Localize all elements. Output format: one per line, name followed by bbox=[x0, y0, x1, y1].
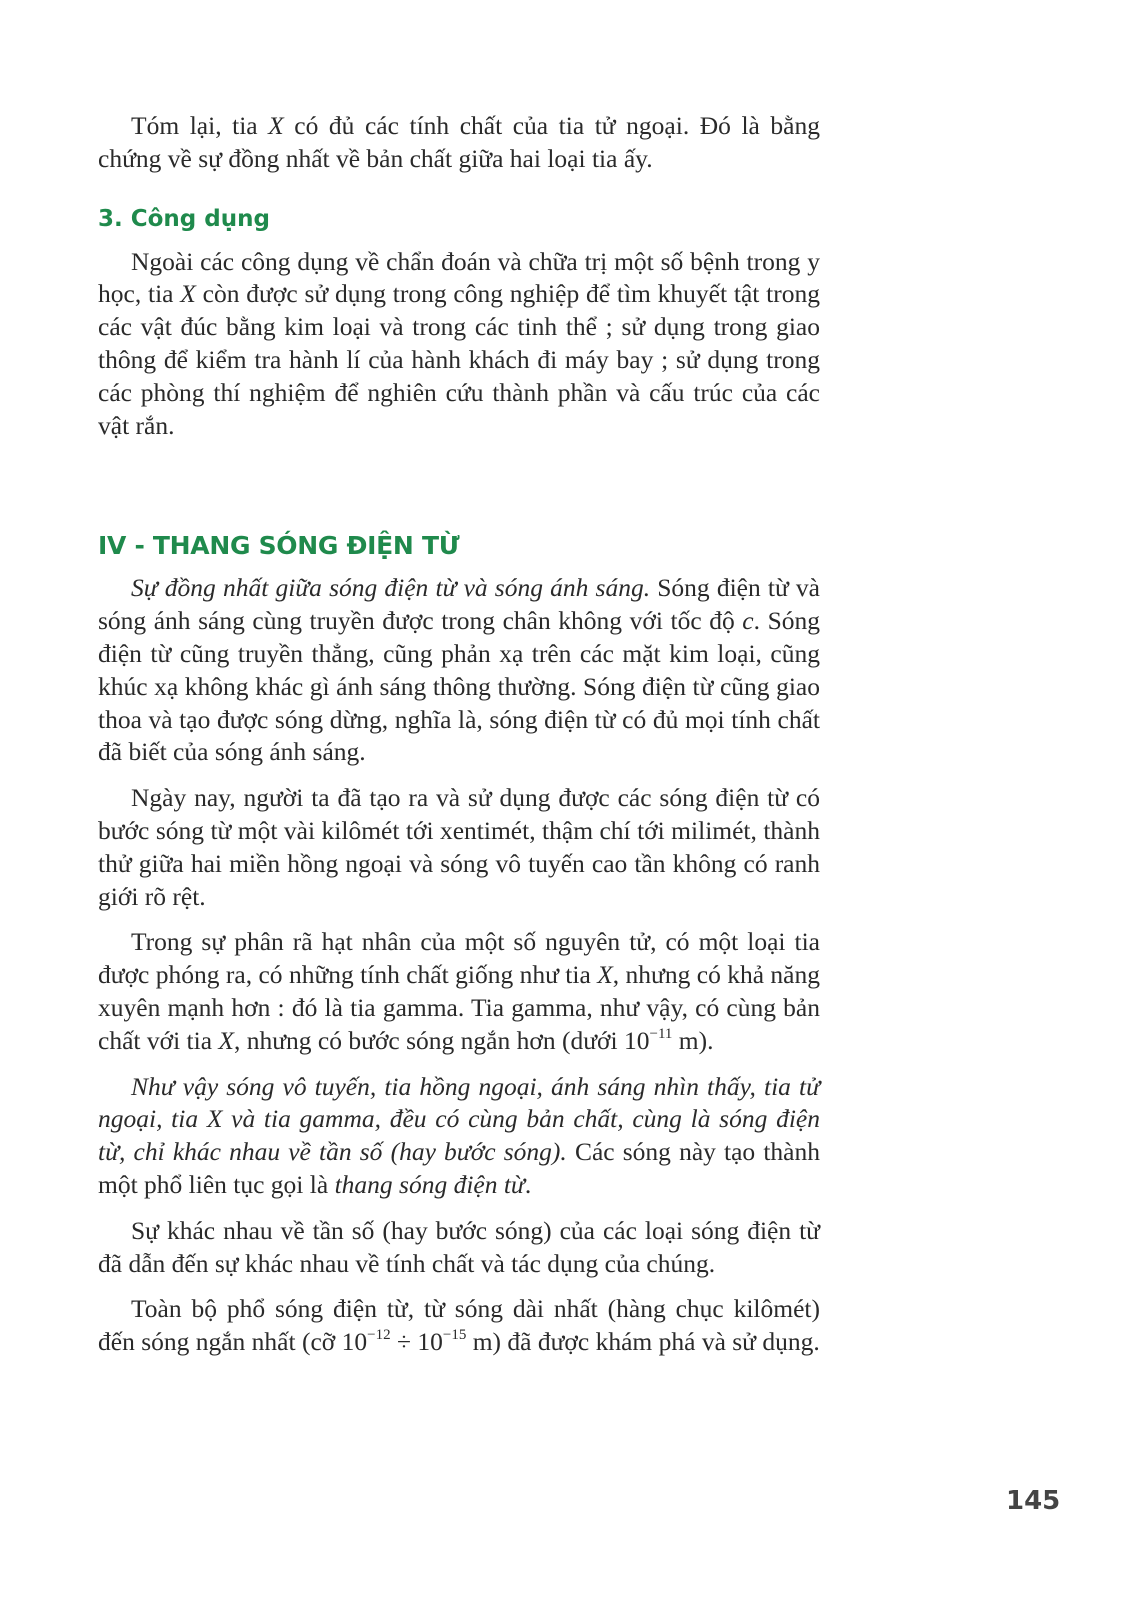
text: Trong sự phân rã hạt nhân của một số nguyên tử, có một loại tia được phóng ra, có những tính chất giống như tia bbox=[98, 927, 820, 990]
page-content bbox=[98, 110, 820, 1372]
text: Sóng điện từ và sóng ánh sáng cùng truyền được trong chân không với tốc độ bbox=[98, 573, 820, 636]
text: m) đã được khám phá và sử dụng. bbox=[466, 1327, 820, 1357]
text: m). bbox=[672, 1025, 714, 1055]
text: có đủ các tính chất của tia tử ngoại. Đó là bằng chứng về sự đồng nhất về bản chất giữa hai loại tia ấy. bbox=[98, 111, 820, 173]
text: . Sóng điện từ cũng truyền thẳng, cũng phản xạ trên các mặt kim loại, cũng khúc xạ không khác gì ánh sáng thông thường. Sóng điện từ cũng giao thoa và tạo được sóng dừng, nghĩa là, sóng điện từ có đủ mọi tính chất đã biết của sóng ánh sáng. bbox=[98, 606, 820, 767]
paragraph-summary bbox=[98, 110, 820, 176]
text-italic: Như vậy sóng vô tuyến, tia hồng ngoại, ánh sáng nhìn thấy, tia tử ngoại, tia X và tia gamma, đều có cùng bản chất, cùng là sóng điện từ, chỉ khác nhau về tần số (hay bước sóng). bbox=[98, 1071, 820, 1167]
text-italic: X bbox=[180, 279, 196, 309]
page-number: 145 bbox=[1006, 1486, 1061, 1516]
text: , nhưng có khả năng xuyên mạnh hơn : đó là tia gamma. Tia gamma, như vậy, có cùng bản chất với tia bbox=[98, 960, 820, 1055]
paragraph-gamma bbox=[98, 926, 820, 1057]
text-italic: c bbox=[742, 606, 754, 636]
paragraph-conclusion bbox=[98, 1071, 820, 1202]
paragraph-spectrum bbox=[98, 1293, 820, 1359]
text-italic: X bbox=[218, 1025, 234, 1055]
paragraph-difference: Sự khác nhau về tần số (hay bước sóng) của các loại sóng điện từ đã dẫn đến sự khác nhau về tính chất và tác dụng của chúng. bbox=[98, 1215, 820, 1278]
text: , nhưng có bước sóng ngắn hơn (dưới 10 bbox=[233, 1025, 650, 1055]
text-italic: thang sóng điện từ bbox=[334, 1169, 525, 1199]
text: Toàn bộ phổ sóng điện từ, từ sóng dài nhất (hàng chục kilômét) đến sóng ngắn nhất (cỡ 10 bbox=[98, 1294, 820, 1357]
text: Các sóng này tạo thành một phổ liên tục gọi là bbox=[98, 1137, 820, 1199]
text-italic: X bbox=[268, 111, 284, 140]
exponent: −15 bbox=[442, 1327, 467, 1344]
text: Ngoài các công dụng về chẩn đoán và chữa trị một số bệnh trong y học, tia bbox=[98, 246, 820, 309]
text: . bbox=[524, 1169, 532, 1199]
subheading-uses: 3. Công dụng bbox=[98, 205, 270, 232]
section-heading: IV - THANG SÓNG ĐIỆN TỪ bbox=[98, 531, 460, 561]
text: còn được sử dụng trong công nghiệp để tìm khuyết tật trong các vật đúc bằng kim loại và trong các tinh thể ; sử dụng trong giao thông để kiểm tra hành lí của hành khách đi máy bay ; sử dụng trong các phòng thí nghiệm để nghiên cứu thành phần và cấu trúc của các vật rắn. bbox=[98, 279, 820, 440]
paragraph-identity bbox=[98, 572, 820, 769]
text: ÷ 10 bbox=[390, 1327, 443, 1357]
paragraph-uses bbox=[98, 246, 820, 443]
exponent: −11 bbox=[649, 1025, 673, 1042]
text-italic: Sự đồng nhất giữa sóng điện từ và sóng ánh sáng. bbox=[131, 573, 651, 603]
text: Tóm lại, tia bbox=[131, 111, 269, 140]
exponent: −12 bbox=[367, 1327, 391, 1344]
paragraph-nowadays: Ngày nay, người ta đã tạo ra và sử dụng được các sóng điện từ có bước sóng từ một vài kilômét tới xentimét, thậm chí tới milimét, thành thử giữa hai miền hồng ngoại và sóng vô tuyến cao tần không có ranh giới rõ rệt. bbox=[98, 783, 820, 911]
text-italic: X bbox=[597, 960, 613, 990]
